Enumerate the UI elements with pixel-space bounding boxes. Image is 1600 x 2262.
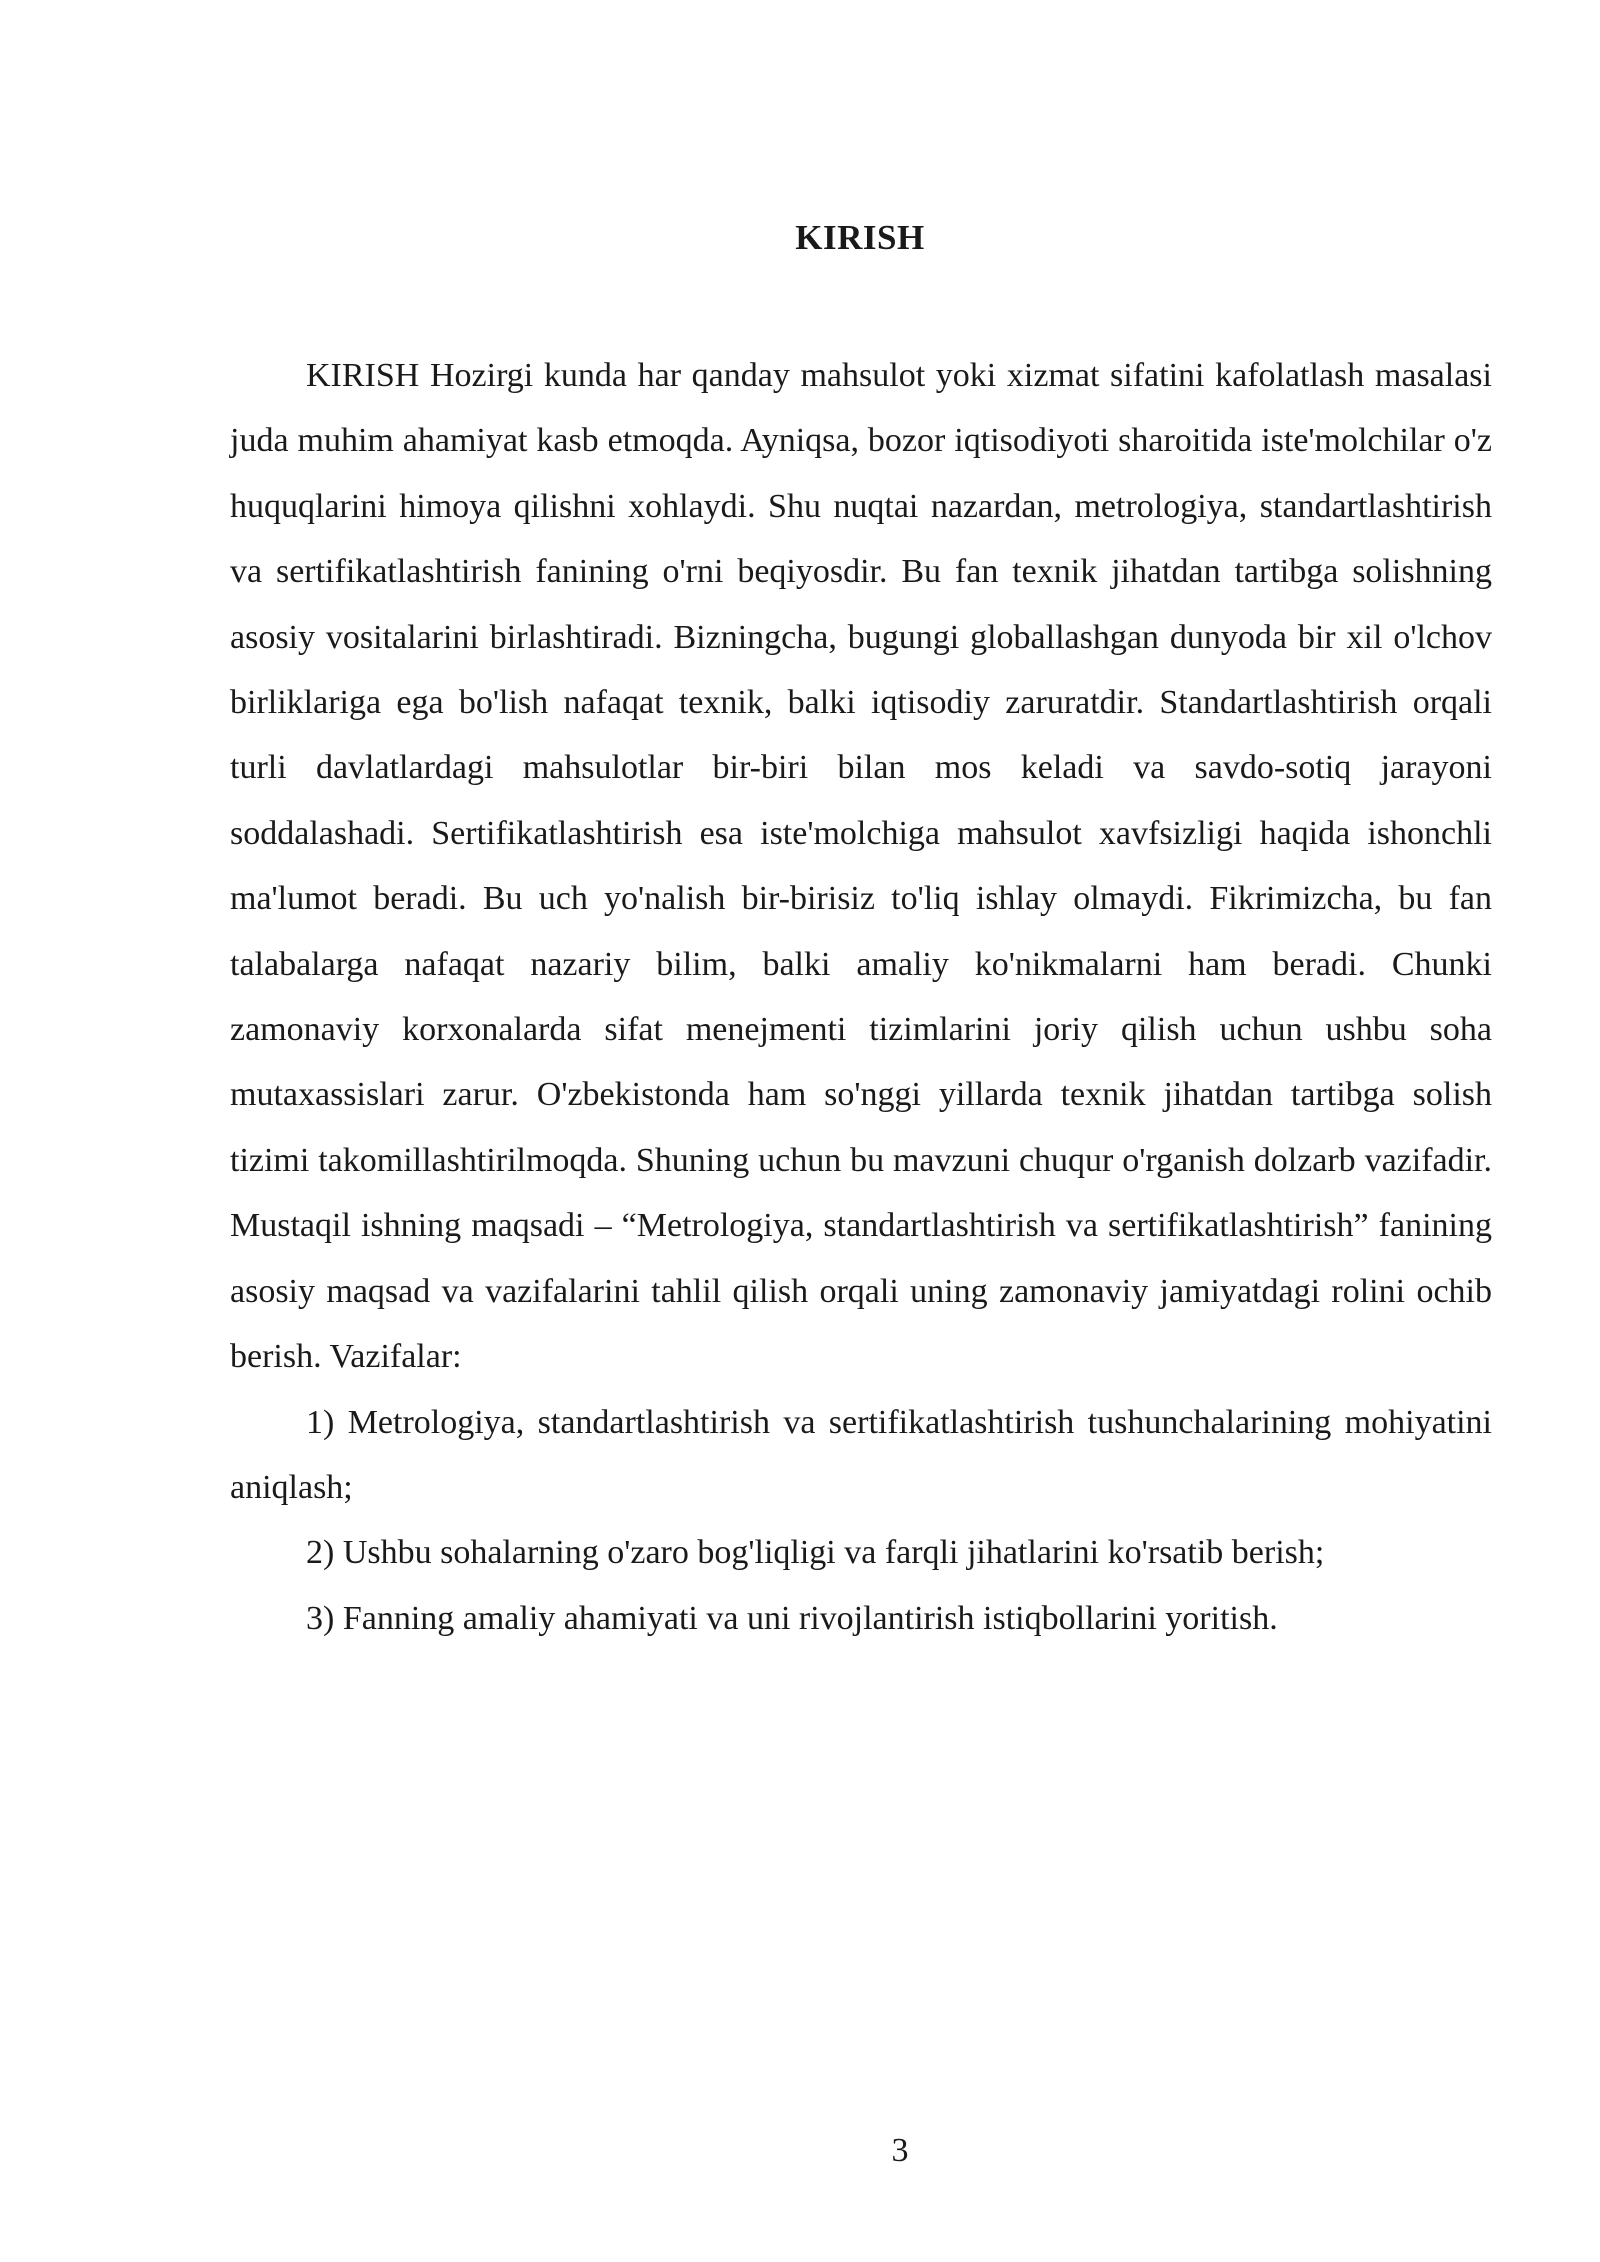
section-heading: KIRISH [795,218,925,257]
task-item-2: 2) Ushbu sohalarning o'zaro bog'liqligi va farqli jihatlarini ko'rsatib berish; [306,1534,1325,1572]
task-item-1: 1) Metrologiya, standartlashtirish va sertifikatlashtirish tushunchalarining mohiyatini aniqlash; [230,1403,1492,1506]
body-text [230,343,1492,1651]
intro-paragraph: KIRISH Hozirgi kunda har qanday mahsulot yoki xizmat sifatini kafolatlash masalasi juda muhim ahamiyat kasb etmoqda. Ayniqsa, bozor iqtisodiyoti sharoitida iste'molchilar o'z huquqlarini himoya qilishni xohlaydi. Shu nuqtai nazardan, metrologiya, standartlashtirish va sertifikatlashtirish fanining o'rni beqiyosdir. Bu fan texnik jihatdan tartibga solishning asosiy vositalarini birlashtiradi. Bizningcha, bugungi globallashgan dunyoda bir xil o'lchov birliklariga ega bo'lish nafaqat texnik, balki iqtisodiy zaruratdir. Standartlashtirish orqali turli davlatlardagi mahsulotlar bir-biri bilan mos keladi va savdo-sotiq jarayoni soddalashadi. Sertifikatlashtirish esa iste'molchiga mahsulot xavfsizligi haqida ishonchli ma'lumot beradi. Bu uch yo'nalish bir-birisiz to'liq ishlay olmaydi. Fikrimizcha, bu fan talabalarga nafaqat nazariy bilim, balki amaliy ko'nikmalarni ham beradi. Chunki zamonaviy korxonalarda sifat menejmenti tizimlarini joriy qilish uchun ushbu soha mutaxassislari zarur. O'zbekistonda ham so'nggi yillarda texnik jihatdan tartibga solish tizimi takomillashtirilmoqda. Shuning uchun bu mavzuni chuqur o'rganish dolzarb vazifadir. Mustaqil ishning maqsadi – “Metrologiya, standartlashtirish va sertifikatlashtirish” fanining asosiy maqsad va vazifalarini tahlil qilish orqali uning zamonaviy jamiyatdagi rolini ochib berish. Vazifalar: [230,357,1492,1376]
page-number: 3 [891,2132,909,2169]
task-item-3: 3) Fanning amaliy ahamiyati va uni rivojlantirish istiqbollarini yoritish. [306,1599,1278,1637]
